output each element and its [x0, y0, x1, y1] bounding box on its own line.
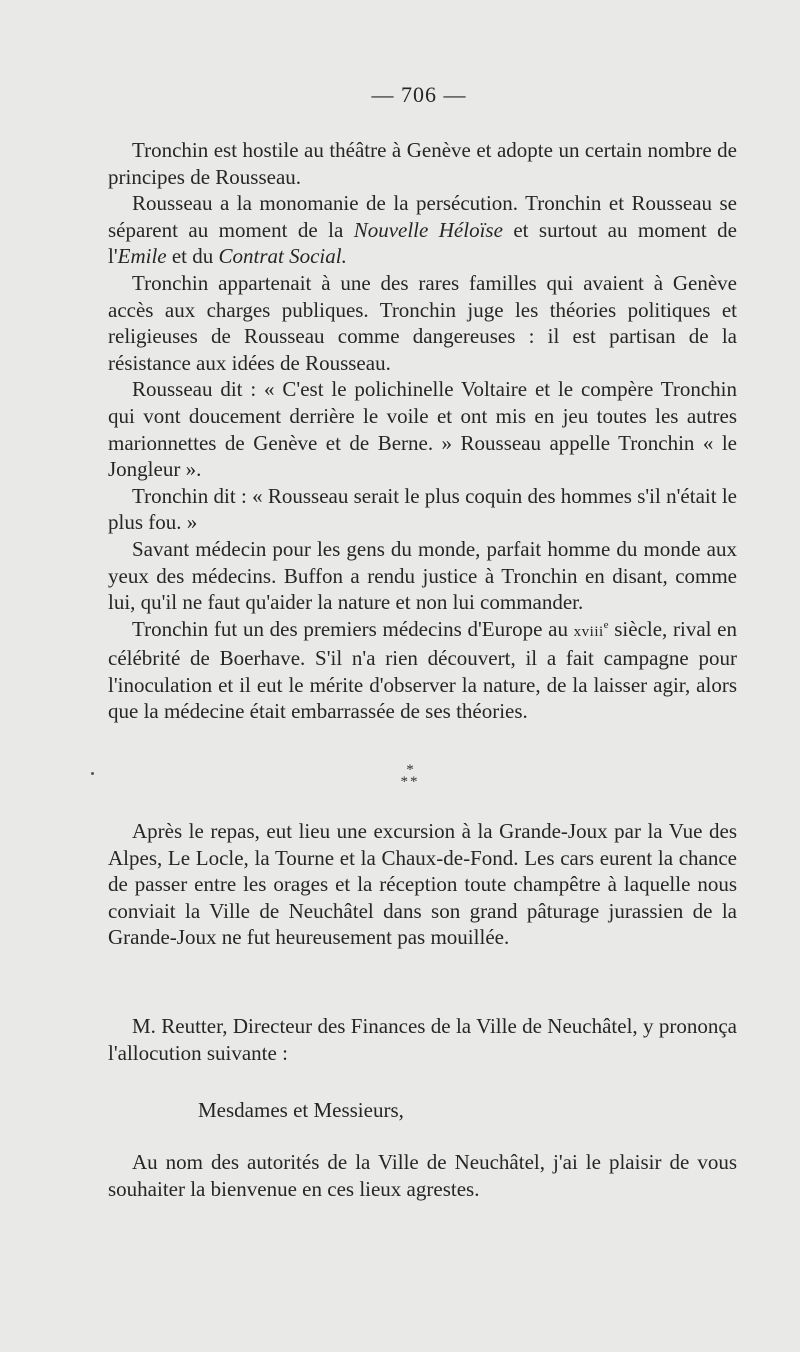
- title-contrat-social: Contrat Social.: [218, 244, 347, 269]
- paragraph-rousseau-dit: Rousseau dit : « C'est le polichinelle Voltaire et le compère Tronchin qui vont doucement derrière le voile et ont mis en jeu toutes les autres marionnettes de Genève et de Berne. » Rousseau appelle Tronchin « le Jongleur ».: [108, 377, 737, 482]
- paragraph-persecution-text-3: et du: [166, 244, 219, 269]
- text-block-tronchin: [108, 137, 737, 725]
- text-block-excursion: [108, 818, 737, 951]
- paragraph-persecution-text-1: Rousseau a la monomanie de la persécution. Tronchin et Rousseau se séparent au moment de la: [108, 191, 737, 242]
- paragraph-persecution: [108, 190, 737, 270]
- salutation: Mesdames et Messieurs,: [198, 1098, 404, 1122]
- paragraph-premiers-text-1: Tronchin fut un des premiers médecins d'Europe au: [132, 616, 574, 641]
- paragraph-persecution-text-2: et surtout au moment de l': [108, 217, 737, 269]
- paragraph-familles: Tronchin appartenait à une des rares familles qui avaient à Genève accès aux charges publiques. Tronchin juge les théories politiques et religieuses de Rousseau comme dangereuses : il est partisan de la résistance aux idées de Rousseau.: [108, 270, 737, 375]
- asterism-top: *: [406, 762, 414, 778]
- title-emile: Emile: [117, 244, 167, 269]
- asterism-separator: [385, 764, 435, 788]
- paragraph-hostile: Tronchin est hostile au théâtre à Genève et adopte un certain nombre de principes de Rousseau.: [108, 138, 737, 189]
- title-nouvelle-heloise: Nouvelle Héloïse: [353, 217, 503, 242]
- text-block-salutation: [108, 1097, 737, 1124]
- century-superscript: e: [603, 618, 609, 631]
- century-numeral: xviii: [573, 623, 604, 640]
- paragraph-welcome: Au nom des autorités de la Ville de Neuchâtel, j'ai le plaisir de vous souhaiter la bienvenue en ces lieux agrestes.: [108, 1150, 737, 1201]
- ink-speck: [91, 772, 94, 775]
- text-block-reutter: [108, 1013, 737, 1066]
- asterism-bottom: **: [400, 774, 420, 790]
- text-block-welcome: [108, 1149, 737, 1202]
- paragraph-savant-medecin: Savant médecin pour les gens du monde, parfait homme du monde aux yeux des médecins. Buffon a rendu justice à Tronchin en disant, comme lui, qu'il ne faut qu'aider la nature et non lui commander.: [108, 536, 737, 615]
- paragraph-reutter: M. Reutter, Directeur des Finances de la Ville de Neuchâtel, y prononça l'allocution suivante :: [108, 1014, 737, 1065]
- paragraph-premiers-medecins: [108, 616, 737, 725]
- page-number: — 706 —: [371, 82, 467, 107]
- paragraph-excursion: Après le repas, eut lieu une excursion à la Grande-Joux par la Vue des Alpes, Le Locle, la Tourne et la Chaux-de-Fond. Les cars eurent la chance de passer entre les orages et la réception toute champêtre à laquelle nous conviait la Ville de Neuchâtel dans son grand pâturage jurassien de la Grande-Joux ne fut heureusement pas mouillée.: [108, 819, 737, 950]
- paragraph-tronchin-dit: Tronchin dit : « Rousseau serait le plus coquin des hommes s'il n'était le plus fou. »: [108, 483, 737, 535]
- paragraph-premiers-text-2: siècle, rival en célébrité de Boerhave. S'il n'a rien découvert, il a fait campagne pour l'inoculation et il eut le mérite d'observer la nature, de la laisser agir, alors que la médecine était embarrassée de ses théories.: [108, 616, 738, 724]
